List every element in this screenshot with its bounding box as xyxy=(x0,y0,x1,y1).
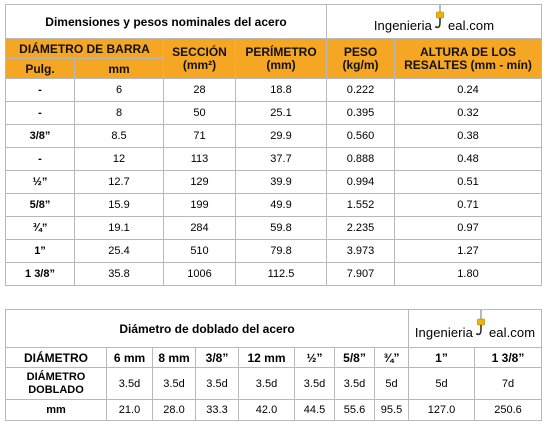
header-peso-line2: (kg/m) xyxy=(342,57,379,72)
steel-dimensions-table xyxy=(5,4,542,286)
table-cell: 6 xyxy=(75,79,164,102)
header-pulg: Pulg. xyxy=(6,59,75,79)
header-mm: mm xyxy=(75,59,164,79)
mm-cell: 95.5 xyxy=(375,400,409,421)
table-cell: 2.235 xyxy=(327,217,395,240)
label-doblado-line2: DOBLADO xyxy=(28,383,84,396)
mm-cell: 44.5 xyxy=(295,400,335,421)
diameter-header-cell: 3/8” xyxy=(196,348,239,368)
mm-cell: 42.0 xyxy=(239,400,295,421)
mm-cell: 28.0 xyxy=(153,400,196,421)
header-diametro-barra: DIÁMETRO DE BARRA xyxy=(6,39,164,59)
label-diametro-doblado xyxy=(6,368,107,400)
table-cell: 15.9 xyxy=(75,194,164,217)
header-altura-resaltes xyxy=(395,39,542,79)
doblado-cell: 3.5d xyxy=(196,368,239,400)
header-seccion xyxy=(164,39,236,79)
header-altura-line2: RESALTES (mm - mín) xyxy=(404,57,532,72)
table-row xyxy=(6,79,542,102)
table-cell: 129 xyxy=(164,171,236,194)
table-cell: 5/8” xyxy=(6,194,75,217)
doblado-cell: 5d xyxy=(375,368,409,400)
label-mm: mm xyxy=(6,400,107,421)
table-cell: 1.80 xyxy=(395,263,542,286)
header-diametro: DIÁMETRO xyxy=(6,348,107,368)
table-row xyxy=(6,263,542,286)
diameter-header-cell: 5/8” xyxy=(335,348,375,368)
logo-text-right: eal.com xyxy=(488,324,536,340)
table-cell: 0.888 xyxy=(327,148,395,171)
table-cell: 3.973 xyxy=(327,240,395,263)
table-row xyxy=(6,194,542,217)
table-cell: 113 xyxy=(164,148,236,171)
diameter-header-cell: 8 mm xyxy=(153,348,196,368)
doblado-cell: 3.5d xyxy=(239,368,295,400)
logo-text-left: Ingenieria xyxy=(373,17,432,33)
table-cell: 1.552 xyxy=(327,194,395,217)
table-cell: 25.4 xyxy=(75,240,164,263)
doblado-cell: 3.5d xyxy=(153,368,196,400)
table1-logo xyxy=(327,5,542,39)
doblado-cell: 3.5d xyxy=(335,368,375,400)
mm-cell: 55.6 xyxy=(335,400,375,421)
table1-body xyxy=(6,79,542,286)
table-cell: 12 xyxy=(75,148,164,171)
table-cell: 25.1 xyxy=(236,102,327,125)
diameter-header-cell: 6 mm xyxy=(107,348,153,368)
table-cell: 7.907 xyxy=(327,263,395,286)
table-cell: 0.32 xyxy=(395,102,542,125)
table-row xyxy=(6,125,542,148)
table-cell: 0.994 xyxy=(327,171,395,194)
table-row xyxy=(6,171,542,194)
doblado-cell: 7d xyxy=(475,368,542,400)
table-cell: - xyxy=(6,79,75,102)
table-cell: 0.560 xyxy=(327,125,395,148)
table-cell: 49.9 xyxy=(236,194,327,217)
header-seccion-line1: SECCIÓN xyxy=(172,44,227,59)
table-cell: 0.38 xyxy=(395,125,542,148)
table-cell: 1 3/8” xyxy=(6,263,75,286)
mm-cell: 33.3 xyxy=(196,400,239,421)
table-cell: 0.24 xyxy=(395,79,542,102)
crane-hook-icon xyxy=(433,11,447,33)
table-cell: 112.5 xyxy=(236,263,327,286)
table-cell: - xyxy=(6,102,75,125)
table-cell: 0.51 xyxy=(395,171,542,194)
table-cell: 3/8” xyxy=(6,125,75,148)
table-cell: 28 xyxy=(164,79,236,102)
table-cell: 199 xyxy=(164,194,236,217)
header-perimetro-line2: (mm) xyxy=(266,57,296,72)
diameter-header-cell: 1” xyxy=(409,348,475,368)
table1-title: Dimensiones y pesos nominales del acero xyxy=(6,5,327,39)
header-peso xyxy=(327,39,395,79)
table-row xyxy=(6,240,542,263)
table-cell: 0.222 xyxy=(327,79,395,102)
diameter-header-cell: ¾” xyxy=(375,348,409,368)
table-cell: 1” xyxy=(6,240,75,263)
table-row xyxy=(6,102,542,125)
table-cell: ¾” xyxy=(6,217,75,240)
table-cell: 79.8 xyxy=(236,240,327,263)
header-altura-line1: ALTURA DE LOS xyxy=(420,44,516,59)
table-cell: 0.71 xyxy=(395,194,542,217)
table-cell: 12.7 xyxy=(75,171,164,194)
mm-cell: 250.6 xyxy=(475,400,542,421)
logo-text-left: Ingenieria xyxy=(414,324,473,340)
table-cell: 35.8 xyxy=(75,263,164,286)
table-cell: 39.9 xyxy=(236,171,327,194)
table-cell: ½” xyxy=(6,171,75,194)
table-cell: 284 xyxy=(164,217,236,240)
table-cell: 71 xyxy=(164,125,236,148)
header-peso-line1: PESO xyxy=(343,44,378,59)
table-row xyxy=(6,148,542,171)
table-cell: 8 xyxy=(75,102,164,125)
mm-cell: 127.0 xyxy=(409,400,475,421)
table-cell: 1.27 xyxy=(395,240,542,263)
table-cell: 8.5 xyxy=(75,125,164,148)
doblado-cell: 5d xyxy=(409,368,475,400)
table-cell: 50 xyxy=(164,102,236,125)
table-cell: 0.97 xyxy=(395,217,542,240)
label-doblado-line1: DIÁMETRO xyxy=(26,370,86,383)
crane-hook-icon xyxy=(474,318,488,340)
header-seccion-line2: (mm²) xyxy=(182,57,217,72)
table-cell: 19.1 xyxy=(75,217,164,240)
table-cell: 29.9 xyxy=(236,125,327,148)
table2-title: Diámetro de doblado del acero xyxy=(6,310,409,348)
doblado-cell: 3.5d xyxy=(295,368,335,400)
diameter-header-cell: 1 3/8” xyxy=(475,348,542,368)
table-cell: 18.8 xyxy=(236,79,327,102)
bending-diameter-table xyxy=(5,309,542,421)
table-cell: 1006 xyxy=(164,263,236,286)
header-perimetro-line1: PERÍMETRO xyxy=(245,44,317,59)
logo-text-right: eal.com xyxy=(447,17,495,33)
table-cell: 0.48 xyxy=(395,148,542,171)
table-row xyxy=(6,217,542,240)
table2-logo xyxy=(409,310,542,348)
doblado-cell: 3.5d xyxy=(107,368,153,400)
table-cell: 0.395 xyxy=(327,102,395,125)
mm-cell: 21.0 xyxy=(107,400,153,421)
diameter-header-cell: 12 mm xyxy=(239,348,295,368)
table-cell: 510 xyxy=(164,240,236,263)
table-cell: - xyxy=(6,148,75,171)
header-perimetro xyxy=(236,39,327,79)
table-cell: 37.7 xyxy=(236,148,327,171)
table-cell: 59.8 xyxy=(236,217,327,240)
diameter-header-cell: ½” xyxy=(295,348,335,368)
